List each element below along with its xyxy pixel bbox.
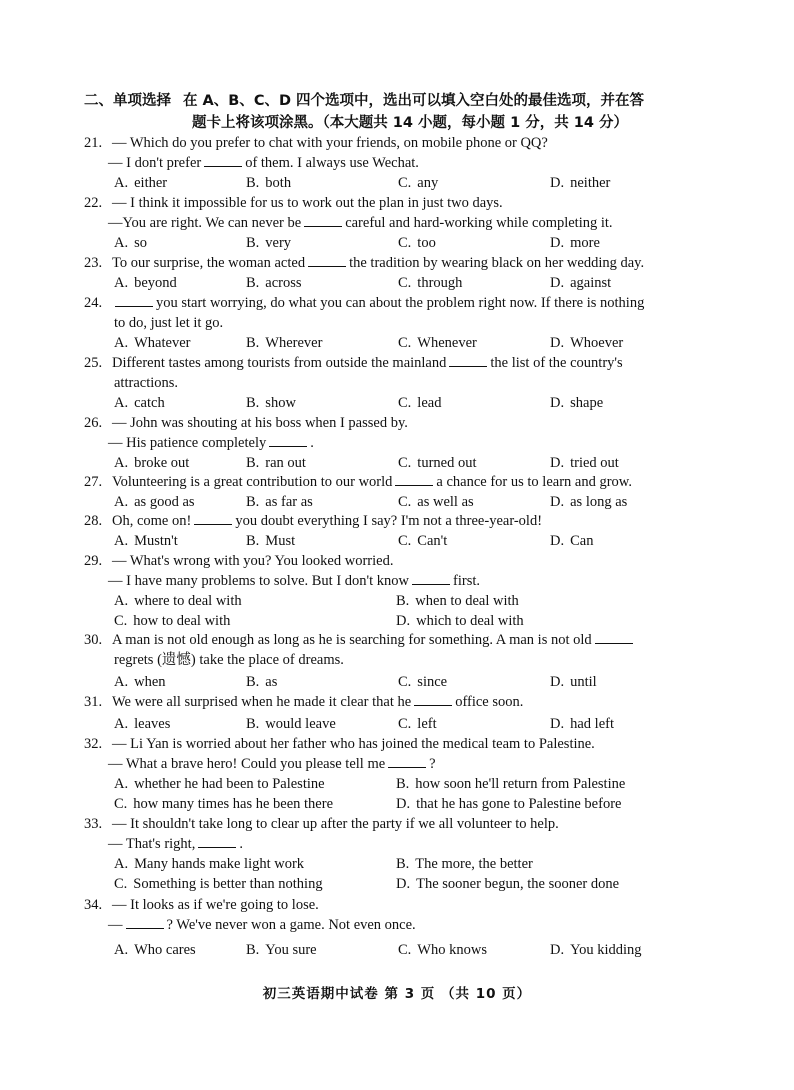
- question-text: .: [239, 836, 243, 852]
- question-text: Volunteering is a great contribution to our world: [112, 474, 393, 490]
- question-30: [84, 630, 704, 692]
- question-number: 23.: [84, 255, 103, 271]
- option-b[interactable]: B. The more, the better: [396, 856, 533, 872]
- option-c[interactable]: C. any: [398, 175, 439, 191]
- option-c[interactable]: C. Whenever: [398, 335, 477, 351]
- question-27: [84, 472, 704, 512]
- question-text: regrets (遗憾) take the place of dreams.: [114, 652, 344, 668]
- option-d[interactable]: D. neither: [550, 175, 611, 191]
- answer-blank: [269, 433, 307, 447]
- option-c[interactable]: C. left: [398, 716, 437, 732]
- option-d[interactable]: D. more: [550, 235, 600, 251]
- answer-blank: [412, 571, 450, 585]
- question-text: first.: [453, 573, 481, 589]
- answer-blank: [198, 834, 236, 848]
- question-number: 32.: [84, 736, 103, 752]
- question-21: [84, 133, 704, 193]
- question-text: a chance for us to learn and grow.: [436, 474, 632, 490]
- question-text: To our surprise, the woman acted: [112, 255, 306, 271]
- option-c[interactable]: C. since: [398, 674, 448, 690]
- option-b[interactable]: B. as: [246, 674, 278, 690]
- question-number: 34.: [84, 897, 103, 913]
- option-c[interactable]: C. Can't: [398, 533, 448, 549]
- question-32: [84, 734, 704, 814]
- answer-blank: [395, 472, 433, 486]
- question-23: [84, 253, 704, 293]
- question-33: [84, 814, 704, 894]
- option-b[interactable]: B. both: [246, 175, 292, 191]
- answer-blank: [304, 213, 342, 227]
- question-text: careful and hard-working while completing it.: [345, 215, 613, 231]
- option-d[interactable]: D. until: [550, 674, 597, 690]
- option-d[interactable]: D. Whoever: [550, 335, 624, 351]
- option-c[interactable]: C. Something is better than nothing: [114, 876, 323, 892]
- question-text: —: [108, 917, 123, 933]
- question-number: 26.: [84, 415, 103, 431]
- question-number: 27.: [84, 474, 103, 490]
- question-text: — It shouldn't take long to clear up after the party if we all volunteer to help.: [112, 816, 559, 832]
- option-a[interactable]: A. where to deal with: [114, 593, 242, 609]
- option-b[interactable]: B. as far as: [246, 494, 313, 510]
- section-heading: [84, 90, 724, 134]
- question-number: 28.: [84, 513, 103, 529]
- question-number: 24.: [84, 295, 103, 311]
- answer-blank: [388, 754, 426, 768]
- answer-blank: [414, 692, 452, 706]
- question-text: to do, just let it go.: [114, 315, 224, 331]
- question-29: [84, 551, 704, 631]
- option-a[interactable]: A. so: [114, 235, 148, 251]
- option-a[interactable]: A. Whatever: [114, 335, 191, 351]
- answer-blank: [449, 353, 487, 367]
- option-b[interactable]: B. You sure: [246, 942, 317, 958]
- answer-blank: [308, 253, 346, 267]
- option-a[interactable]: A. catch: [114, 395, 165, 411]
- option-d[interactable]: D. had left: [550, 716, 614, 732]
- option-d[interactable]: D. as long as: [550, 494, 628, 510]
- question-31: [84, 692, 704, 734]
- answer-blank: [115, 293, 153, 307]
- question-text: — I have many problems to solve. But I don't know: [108, 573, 410, 589]
- section-instructions-line2: 题卡上将该项涂黑。（本大题共 14 小题，每小题 1 分，共 14 分）: [192, 115, 628, 131]
- question-text: — That's right,: [108, 836, 196, 852]
- option-d[interactable]: D. Can: [550, 533, 594, 549]
- option-a[interactable]: A. Many hands make light work: [114, 856, 305, 872]
- option-b[interactable]: B. when to deal with: [396, 593, 519, 609]
- option-c[interactable]: C. how to deal with: [114, 613, 231, 629]
- section-instructions-line1: 在 A、B、C、D 四个选项中，选出可以填入空白处的最佳选项，并在答: [183, 93, 645, 109]
- question-number: 21.: [84, 135, 103, 151]
- question-number: 33.: [84, 816, 103, 832]
- question-text: attractions.: [114, 375, 179, 391]
- section-tag: 二、单项选择: [84, 93, 171, 109]
- question-text: Oh, come on!: [112, 513, 192, 529]
- question-text: — His patience completely: [108, 435, 267, 451]
- question-text: — Li Yan is worried about her father who has joined the medical team to Palestine.: [112, 736, 595, 752]
- question-text: A man is not old enough as long as he is searching for something. A man is not old: [112, 632, 592, 648]
- question-text: office soon.: [455, 694, 524, 710]
- option-a[interactable]: A. Mustn't: [114, 533, 178, 549]
- option-c[interactable]: C. as well as: [398, 494, 474, 510]
- option-c[interactable]: C. Who knows: [398, 942, 487, 958]
- question-number: 31.: [84, 694, 103, 710]
- option-c[interactable]: C. lead: [398, 395, 442, 411]
- question-text: the list of the country's: [490, 355, 623, 371]
- page-footer: 初三英语期中试卷 第 3 页 （共 10 页）: [262, 986, 532, 1002]
- question-text: — John was shouting at his boss when I passed by.: [112, 415, 408, 431]
- question-text: — What's wrong with you? You looked worried.: [112, 553, 394, 569]
- question-34: [84, 895, 704, 960]
- question-text: — What a brave hero! Could you please tell me: [108, 756, 386, 772]
- option-d[interactable]: D. tried out: [550, 455, 619, 471]
- option-d[interactable]: D. shape: [550, 395, 604, 411]
- answer-blank: [126, 915, 164, 929]
- question-28: [84, 511, 704, 551]
- option-d[interactable]: D. The sooner begun, the sooner done: [396, 876, 620, 892]
- answer-blank: [194, 511, 232, 525]
- option-b[interactable]: B. Wherever: [246, 335, 323, 351]
- question-25: [84, 353, 704, 413]
- question-text: .: [310, 435, 314, 451]
- question-text: ?: [429, 756, 436, 772]
- question-text: — I think it impossible for us to work out the plan in just two days.: [112, 195, 503, 211]
- option-b[interactable]: B. ran out: [246, 455, 306, 471]
- question-text: you start worrying, do what you can about the problem right now. If there is nothing: [156, 295, 645, 311]
- question-text: of them. I always use Wechat.: [245, 155, 419, 171]
- option-a[interactable]: A. whether he had been to Palestine: [114, 776, 325, 792]
- option-a[interactable]: A. either: [114, 175, 168, 191]
- question-number: 25.: [84, 355, 103, 371]
- question-text: you doubt everything I say? I'm not a three-year-old!: [235, 513, 543, 529]
- option-b[interactable]: B. very: [246, 235, 292, 251]
- question-text: — I don't prefer: [108, 155, 202, 171]
- question-number: 30.: [84, 632, 103, 648]
- answer-blank: [204, 153, 242, 167]
- question-text: —You are right. We can never be: [108, 215, 302, 231]
- question-26: [84, 413, 704, 473]
- option-b[interactable]: B. Must: [246, 533, 296, 549]
- question-22: [84, 193, 704, 253]
- option-b[interactable]: B. how soon he'll return from Palestine: [396, 776, 626, 792]
- option-a[interactable]: A. leaves: [114, 716, 171, 732]
- option-c[interactable]: C. turned out: [398, 455, 477, 471]
- option-a[interactable]: A. beyond: [114, 275, 177, 291]
- option-c[interactable]: C. how many times has he been there: [114, 796, 334, 812]
- option-a[interactable]: A. when: [114, 674, 166, 690]
- question-number: 29.: [84, 553, 103, 569]
- option-c[interactable]: C. too: [398, 235, 436, 251]
- question-text: — Which do you prefer to chat with your friends, on mobile phone or QQ?: [112, 135, 548, 151]
- question-text: Different tastes among tourists from outside the mainland: [112, 355, 447, 371]
- question-text: the tradition by wearing black on her wedding day.: [349, 255, 645, 271]
- question-text: We were all surprised when he made it clear that he: [112, 694, 412, 710]
- option-d[interactable]: D. that he has gone to Palestine before: [396, 796, 622, 812]
- question-text: ? We've never won a game. Not even once.: [166, 917, 416, 933]
- option-a[interactable]: A. as good as: [114, 494, 195, 510]
- option-a[interactable]: A. Who cares: [114, 942, 196, 958]
- option-b[interactable]: B. across: [246, 275, 302, 291]
- question-24: [84, 293, 704, 353]
- option-d[interactable]: D. You kidding: [550, 942, 642, 958]
- question-number: 22.: [84, 195, 103, 211]
- option-c[interactable]: C. through: [398, 275, 463, 291]
- option-d[interactable]: D. which to deal with: [396, 613, 524, 629]
- answer-blank: [595, 630, 633, 644]
- option-d[interactable]: D. against: [550, 275, 612, 291]
- option-b[interactable]: B. would leave: [246, 716, 336, 732]
- option-a[interactable]: A. broke out: [114, 455, 190, 471]
- option-b[interactable]: B. show: [246, 395, 296, 411]
- question-text: — It looks as if we're going to lose.: [112, 897, 319, 913]
